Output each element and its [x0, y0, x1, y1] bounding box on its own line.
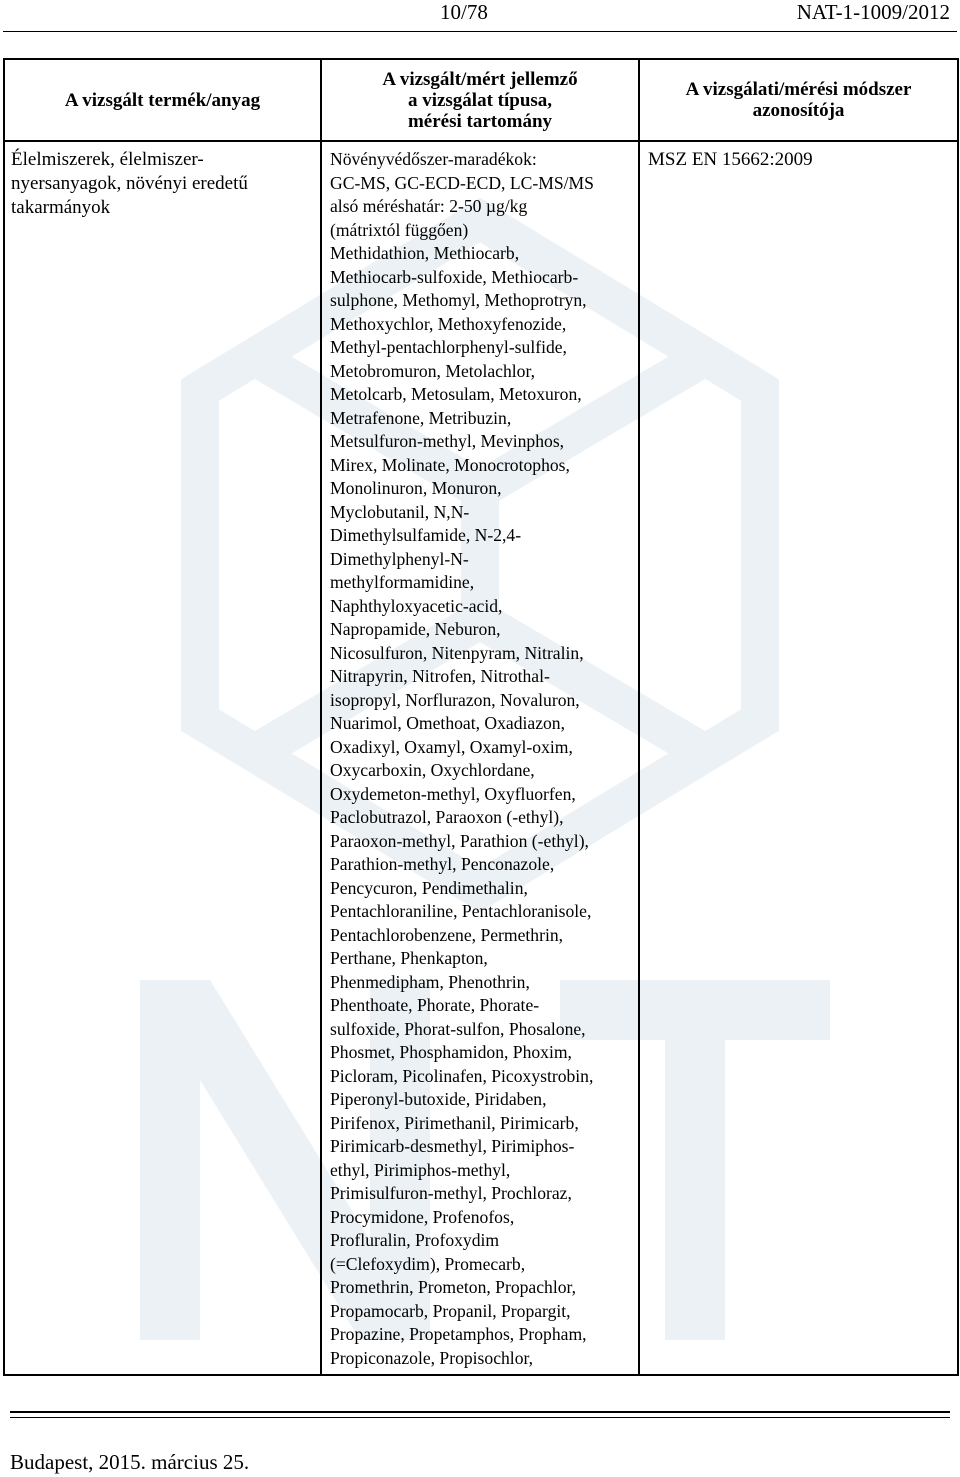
characteristic-line: Monolinuron, Monuron,: [330, 478, 502, 498]
characteristic-line: Procymidone, Profenofos,: [330, 1206, 515, 1227]
header-product-line: A vizsgált termék/anyag: [64, 89, 261, 111]
characteristic-line: Paraoxon-methyl, Parathion (-ethyl),: [330, 830, 589, 851]
characteristic-line: Metobromuron, Metolachlor,: [330, 360, 535, 381]
characteristic-line: Növényvédőszer-maradékok:: [330, 149, 537, 169]
characteristic-line: Perthane, Phenkapton,: [330, 948, 488, 968]
characteristic-line: Pentachlorobenzene, Permethrin,: [330, 924, 564, 945]
characteristic-line: Oxycarboxin, Oxychlordane,: [330, 760, 535, 780]
product-line: Élelmiszerek, élelmiszer-: [11, 149, 204, 170]
characteristic-line: Mirex, Molinate, Monocrotophos,: [330, 454, 570, 475]
page-header: [0, 0, 960, 30]
characteristic-line: ethyl, Pirimiphos-methyl,: [330, 1159, 511, 1180]
characteristic-line: Dimethylphenyl-N-: [330, 548, 469, 569]
header-characteristic-line: mérési tartomány: [407, 110, 553, 132]
characteristic-line: Paclobutrazol, Paraoxon (-ethyl),: [330, 807, 564, 827]
characteristic-line: Pencycuron, Pendimethalin,: [330, 877, 528, 898]
page-number: 10/78: [440, 0, 488, 24]
characteristic-line: Propazine, Propetamphos, Propham,: [330, 1324, 587, 1344]
characteristic-line: Dimethylsulfamide, N-2,4-: [330, 525, 522, 545]
characteristic-line: Nuarimol, Omethoat, Oxadiazon,: [330, 713, 566, 733]
header-method-line: A vizsgálati/mérési módszer: [685, 79, 912, 100]
characteristic-line: (=Clefoxydim), Promecarb,: [330, 1253, 526, 1274]
characteristic-line: Primisulfuron-methyl, Prochloraz,: [330, 1183, 572, 1203]
characteristic-line: isopropyl, Norflurazon, Novaluron,: [330, 689, 580, 710]
characteristic-line: Napropamide, Neburon,: [330, 619, 501, 639]
characteristic-line: Phosmet, Phosphamidon, Phoxim,: [330, 1042, 572, 1062]
characteristic-line: Methyl-pentachlorphenyl-sulfide,: [330, 337, 567, 357]
header-rule: [3, 31, 957, 32]
product-line: nyersanyagok, növényi eredetű: [11, 173, 248, 194]
table-row: [4, 141, 958, 1375]
header-characteristic: [321, 59, 639, 141]
characteristic-line: Pirimicarb-desmethyl, Pirimiphos-: [330, 1136, 575, 1156]
characteristic-line: Nitrapyrin, Nitrofen, Nitrothal-: [330, 666, 550, 686]
characteristic-line: Promethrin, Prometon, Propachlor,: [330, 1277, 577, 1297]
product-line: takarmányok: [11, 197, 111, 218]
characteristic-line: methylformamidine,: [330, 572, 475, 592]
footer-place-date: Budapest, 2015. március 25.: [10, 1450, 250, 1474]
document-id: NAT-1-1009/2012: [796, 0, 950, 24]
characteristic-line: Pirifenox, Pirimethanil, Pirimicarb,: [330, 1112, 579, 1133]
header-method: [639, 59, 958, 141]
characteristic-line: (mátrixtól függően): [330, 219, 469, 240]
characteristic-line: Methiocarb-sulfoxide, Methiocarb-: [330, 266, 579, 287]
characteristic-cell: [321, 141, 639, 1375]
product-cell: [4, 141, 321, 1375]
method-cell: [639, 141, 958, 1375]
table-header-row: [4, 59, 958, 141]
method-line: MSZ EN 15662:2009: [648, 149, 813, 170]
footer-rule: [10, 1411, 950, 1413]
characteristic-line: Metolcarb, Metosulam, Metoxuron,: [330, 384, 582, 404]
characteristic-line: Profluralin, Profoxydim: [330, 1230, 500, 1250]
characteristic-line: Propiconazole, Propisochlor,: [330, 1347, 534, 1368]
characteristic-line: Piperonyl-butoxide, Piridaben,: [330, 1089, 547, 1109]
header-characteristic-line: A vizsgált/mért jellemző: [382, 68, 578, 90]
characteristic-line: Methoxychlor, Methoxyfenozide,: [330, 313, 567, 334]
header-product: [4, 59, 321, 141]
footer-rule: [10, 1417, 950, 1418]
characteristic-line: Parathion-methyl, Penconazole,: [330, 854, 555, 874]
characteristic-line: sulphone, Methomyl, Methoprotryn,: [330, 290, 587, 310]
characteristic-line: Methidathion, Methiocarb,: [330, 243, 520, 263]
characteristic-line: Nicosulfuron, Nitenpyram, Nitralin,: [330, 642, 584, 663]
characteristic-line: Propamocarb, Propanil, Propargit,: [330, 1300, 571, 1321]
characteristic-line: Phenthoate, Phorate, Phorate-: [330, 995, 540, 1015]
characteristic-line: Picloram, Picolinafen, Picoxystrobin,: [330, 1065, 594, 1086]
header-characteristic-line: a vizsgálat típusa,: [407, 89, 553, 111]
characteristic-line: Pentachloraniline, Pentachloranisole,: [330, 901, 592, 921]
characteristic-line: Phenmedipham, Phenothrin,: [330, 971, 530, 992]
characteristic-line: Oxadixyl, Oxamyl, Oxamyl-oxim,: [330, 736, 573, 757]
characteristic-line: Myclobutanil, N,N-: [330, 501, 470, 522]
header-method-line: azonosítója: [752, 100, 845, 121]
characteristic-line: sulfoxide, Phorat-sulfon, Phosalone,: [330, 1018, 586, 1039]
characteristic-line: Metsulfuron-methyl, Mevinphos,: [330, 431, 565, 451]
characteristic-line: Naphthyloxyacetic-acid,: [330, 595, 503, 616]
characteristic-line: alsó méréshatár: 2-50 µg/kg: [330, 196, 528, 216]
accreditation-table: [3, 58, 959, 1376]
characteristic-line: GC-MS, GC-ECD-ECD, LC-MS/MS: [330, 172, 594, 193]
characteristic-line: Metrafenone, Metribuzin,: [330, 407, 512, 428]
characteristic-line: Oxydemeton-methyl, Oxyfluorfen,: [330, 783, 576, 804]
